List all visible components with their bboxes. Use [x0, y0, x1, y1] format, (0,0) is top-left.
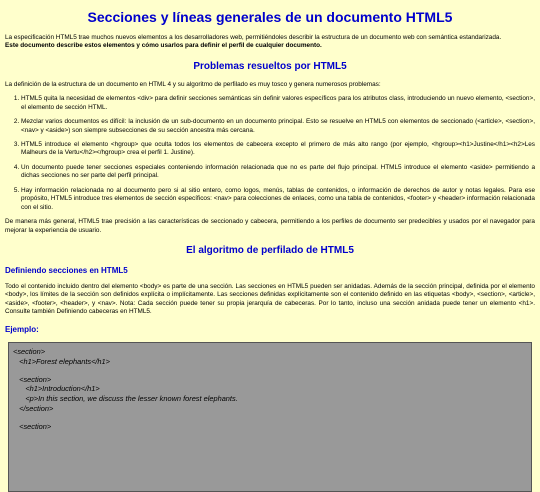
list-item: 1. HTML5 quita la necesidad de elementos <div> para definir secciones semánticas sin definir valores específicos para los atributos class, introduciendo un nuevo elemento, <section>, el elemento de sección HTML.: [21, 95, 535, 112]
section-heading-algorithm: El algoritmo de perfilado de HTML5: [186, 245, 354, 257]
problems-outro: De manera más general, HTML5 trae precisión a las características de seccionado y cabecera, permitiendo a los perfiles de documento ser predecibles y usados por el navegador para mejorar la experiencia de usuario.: [5, 218, 535, 234]
defining-sections-paragraph: Todo el contenido incluido dentro del elemento <body> es parte de una sección. Las secciones en HTML5 pueden ser anidadas. Además de la sección principal, definida por el elemento <body>, los límites de la sección son definidos explícita o implícitamente. Las secciones definidas explícitamente son el contenido definido en las etiquetas <body>, <section>, <article>, <aside>, <footer>, <header>, y <nav>. Nota: Cada sección puede tener su propia jerarquía de cabeceras. Por lo tanto, incluso una sección anidada puede tener un elemento <h1>. Consulte también Definiendo cabeceras en HTML5.: [5, 282, 535, 315]
code-example: [8, 342, 532, 492]
code-line: </section>: [13, 403, 54, 413]
code-line: <h1>Forest elephants</h1>: [13, 356, 110, 366]
problems-lead: La definición de la estructura de un documento en HTML 4 y su algoritmo de perfilado es muy tosco y genera numerosos problemas:: [5, 80, 381, 88]
code-line: [13, 367, 527, 375]
code-line: <h1>Introduction</h1>: [13, 384, 100, 394]
code-line: <section>: [13, 421, 52, 431]
document-page: [0, 9, 540, 492]
list-item: 5. Hay información relacionada no al documento pero si al sitio entero, como logos, menús, tablas de contenidos, o información de derechos de autor y notas legales. Para ese propósito, HTML5 introduce tres elementos de sección específicos: <nav> para colecciones de enlaces, como una tabla de contenidos, <footer> y <header> información relacionada con el sitio.: [21, 187, 535, 212]
code-line: [13, 414, 527, 422]
code-line: <section>: [13, 347, 46, 357]
page-title: Secciones y líneas generales de un documento HTML5: [87, 9, 453, 25]
intro-text: La especificación HTML5 trae muchos nuevos elementos a los desarrolladores web, permitiéndoles describir la estructura de un documento web con semántica estandarizada.: [5, 33, 502, 41]
list-item: 3. HTML5 introduce el elemento <hgroup> que oculta todos los elementos de cabecera excepto el primero de más alto rango (por ejemplo, <hgroup><h1>Justine</h1><h2>Les Malheurs de la Vertu</h2></hgroup> crea el perfil 1. Justine).: [21, 141, 535, 158]
code-line: <section>: [13, 374, 52, 384]
code-line: <p>In this section, we discuss the lesser known forest elephants.: [13, 394, 238, 404]
subsection-heading-defining-sections: Definiendo secciones en HTML5: [5, 266, 128, 276]
intro-paragraph: [5, 34, 535, 51]
example-label: Ejemplo:: [5, 325, 39, 335]
list-item: 2. Mezclar varios documentos es difícil: la inclusión de un sub-documento en un documento principal. Esto se resuelve en HTML5 con elementos de seccionado (<article>, <section>, <nav> y <aside>) son siempre subsecciones de su sección ancestra más cercana.: [21, 118, 535, 135]
problems-list: [5, 95, 535, 212]
list-item: 4. Un documento puede tener secciones especiales conteniendo información relacionada que no es parte del flujo principal. HTML5 introduce el elemento <aside> permitiendo a dichas secciones no ser parte del perfil principal.: [21, 164, 535, 181]
section-heading-problems: Problemas resueltos por HTML5: [193, 60, 347, 72]
intro-summary: Este documento describe estos elementos y cómo usarlos para definir el perfil de cualquier documento.: [5, 42, 322, 50]
